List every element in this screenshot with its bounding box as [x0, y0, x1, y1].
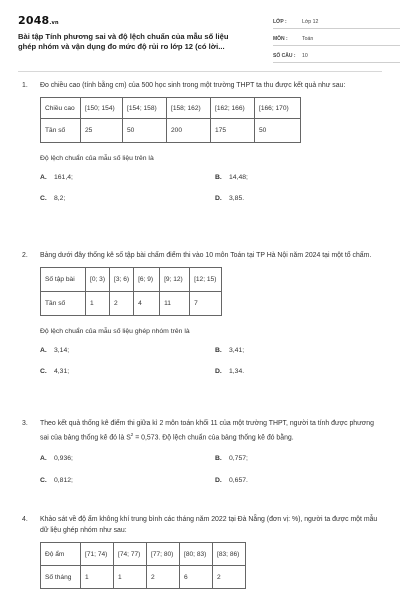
question-text-part: Theo kết quả thống kê điểm thi giữa kì 2 môn toán khối 11 của một trường THPT, người ta tính được phương sai của bảng thống kê đó là S: [40, 420, 374, 442]
meta-class-value: Lớp 12: [302, 19, 319, 25]
answer-letter: A.: [40, 455, 47, 463]
answer-letter: A.: [40, 174, 47, 181]
answer-letter: D.: [215, 368, 222, 375]
question-prompt: Độ lệch chuẩn của mẫu số liệu ghép nhóm trên là: [40, 328, 190, 335]
answer-options: [40, 174, 382, 218]
answer-option-c[interactable]: [40, 477, 73, 484]
answer-text: 3,85.: [229, 195, 245, 202]
table-cell: [6; 9): [134, 268, 160, 292]
table-cell: 2: [213, 566, 246, 589]
answer-letter: D.: [215, 195, 222, 202]
table-cell: [3; 6): [110, 268, 134, 292]
frequency-table: [40, 542, 246, 589]
answer-option-d[interactable]: [215, 195, 244, 202]
table-cell: [162; 166): [211, 98, 255, 119]
table-cell: 6: [180, 566, 213, 589]
meta-count-row: [273, 50, 400, 63]
table-cell: 2: [147, 566, 180, 589]
frequency-table: [40, 267, 222, 316]
table-cell: Tần số: [41, 292, 86, 316]
question-text: [40, 418, 382, 443]
table-cell: Số tháng: [41, 566, 81, 589]
table-cell: 25: [81, 119, 123, 143]
table-cell: [12; 15): [190, 268, 222, 292]
table-cell: [150; 154): [81, 98, 123, 119]
answer-option-d[interactable]: [215, 368, 244, 375]
table-cell: 200: [167, 119, 211, 143]
table-cell: 11: [160, 292, 190, 316]
answer-letter: C.: [40, 477, 47, 485]
answer-option-b[interactable]: [215, 174, 248, 181]
table-cell: 4: [134, 292, 160, 316]
answer-text: 0,757;: [229, 455, 248, 463]
answer-text: 0,812;: [54, 477, 73, 485]
answer-options: [40, 455, 382, 499]
answer-option-a[interactable]: [40, 174, 73, 181]
table-cell: Tần số: [41, 119, 81, 143]
answer-letter: B.: [215, 174, 222, 181]
table-cell: [77; 80): [147, 543, 180, 566]
answer-option-a[interactable]: [40, 455, 73, 462]
frequency-table: [40, 97, 301, 143]
question-1: [22, 80, 382, 218]
table-cell: 175: [211, 119, 255, 143]
table-row: [41, 268, 222, 292]
answer-option-c[interactable]: [40, 195, 65, 202]
table-cell: [83; 86): [213, 543, 246, 566]
table-cell: [0; 3): [86, 268, 110, 292]
answer-text: 0,657.: [229, 477, 248, 485]
table-cell: Độ ẩm: [41, 543, 81, 566]
table-cell: [166; 170): [255, 98, 301, 119]
answer-letter: C.: [40, 195, 47, 202]
question-prompt: Độ lệch chuẩn của mẫu số liệu trên là: [40, 155, 154, 162]
answer-text: 161,4;: [54, 174, 73, 181]
answer-letter: A.: [40, 347, 47, 354]
answer-option-a[interactable]: [40, 347, 69, 354]
question-text: Khảo sát về độ ẩm không khí trung bình các tháng năm 2022 tại Đà Nẵng (đơn vị: %), người ta được một mẫu dữ liệu ghép nhóm như sau:: [40, 516, 378, 534]
table-cell: Chiều cao: [41, 98, 81, 119]
document-meta: [273, 16, 400, 67]
table-row: [41, 119, 301, 143]
table-cell: [80; 83): [180, 543, 213, 566]
answer-text: 14,48;: [229, 174, 248, 181]
answer-letter: B.: [215, 347, 222, 354]
document-header: [18, 14, 382, 72]
question-text: Bảng dưới đây thống kê số tập bài chấm điểm thi vào 10 môn Toán tại TP Hà Nội năm 2024 tại một tổ chấm.: [40, 252, 372, 259]
meta-subject-row: [273, 33, 400, 46]
superscript: 2: [130, 432, 134, 437]
answer-letter: D.: [215, 477, 222, 485]
question-text-part: = 0,573. Độ lệch chuẩn của bảng thống kê đó bằng.: [133, 434, 294, 442]
table-cell: [71; 74): [81, 543, 114, 566]
table-row: [41, 98, 301, 119]
table-cell: 50: [255, 119, 301, 143]
answer-text: 0,936;: [54, 455, 73, 463]
answer-option-d[interactable]: [215, 477, 248, 484]
table-cell: [74; 77): [114, 543, 147, 566]
question-4: [22, 514, 382, 589]
answer-letter: B.: [215, 455, 222, 463]
meta-class-key: LỚP :: [273, 19, 287, 25]
question-number: 4.: [22, 516, 28, 523]
question-number: 2.: [22, 252, 28, 259]
table-cell: 1: [114, 566, 147, 589]
answer-options: [40, 347, 382, 391]
document-title: Bài tập Tính phương sai và độ lệch chuẩn của mẫu số liệu ghép nhóm và vận dụng đo mức độ rủi ro lớp 12 (có lời...: [18, 32, 229, 51]
table-cell: Số tập bài: [41, 268, 86, 292]
table-cell: 1: [86, 292, 110, 316]
table-row: [41, 543, 246, 566]
meta-subject-key: MÔN :: [273, 36, 288, 42]
answer-text: 4,31;: [54, 368, 70, 375]
answer-text: 3,14;: [54, 347, 70, 354]
table-cell: [154; 158): [123, 98, 167, 119]
answer-text: 1,34.: [229, 368, 245, 375]
question-3: [22, 418, 382, 499]
answer-option-b[interactable]: [215, 347, 244, 354]
table-cell: 50: [123, 119, 167, 143]
meta-count-key: SỐ CÂU :: [273, 53, 296, 59]
logo-brand: 2048: [18, 14, 50, 27]
table-cell: 2: [110, 292, 134, 316]
table-cell: 1: [81, 566, 114, 589]
table-row: [41, 566, 246, 589]
question-text: Đo chiều cao (tính bằng cm) của 500 học sinh trong một trường THPT ta thu được kết quả như sau:: [40, 82, 346, 89]
answer-text: 3,41;: [229, 347, 245, 354]
question-number: 3.: [22, 420, 28, 427]
table-cell: 7: [190, 292, 222, 316]
table-cell: [9; 12): [160, 268, 190, 292]
answer-letter: C.: [40, 368, 47, 375]
answer-option-b[interactable]: [215, 455, 248, 462]
meta-class-row: [273, 16, 400, 29]
question-2: [22, 250, 382, 391]
question-number: 1.: [22, 82, 28, 89]
meta-subject-value: Toán: [302, 36, 314, 42]
meta-count-value: 10: [302, 53, 308, 59]
table-cell: [158; 162): [167, 98, 211, 119]
answer-option-c[interactable]: [40, 368, 69, 375]
table-row: [41, 292, 222, 316]
logo-tld: .vn: [49, 20, 59, 26]
answer-text: 8,2;: [54, 195, 66, 202]
